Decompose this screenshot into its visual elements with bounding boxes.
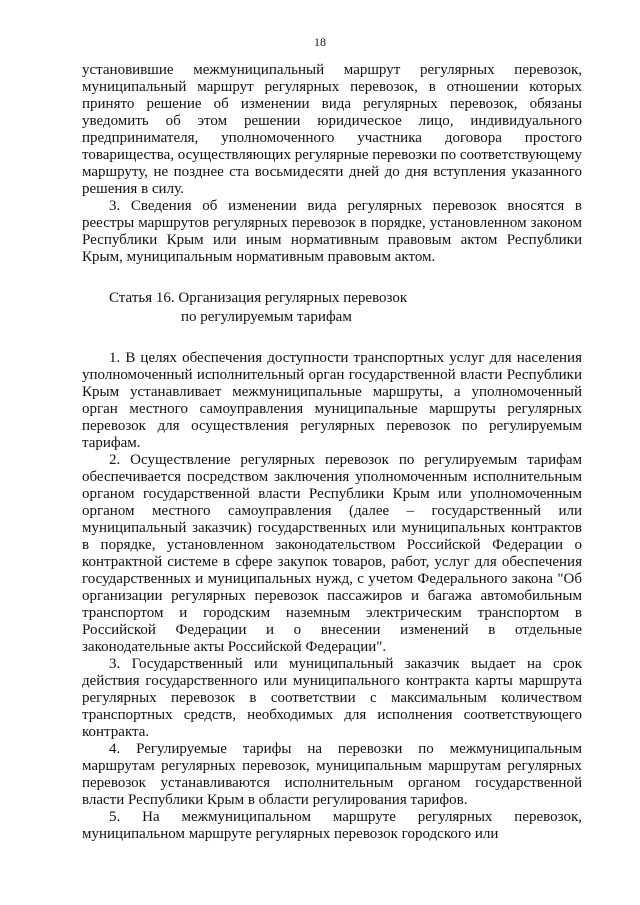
article-title-line1: Статья 16. Организация регулярных перевозок: [109, 290, 408, 306]
article-16-paragraph-3: 3. Государственный или муниципальный заказчик выдает на срок действия государственного или муниципального контракта карты маршрута регулярных перевозок в соответствии с максимальным количеством транспортных средств, необходимых для исполнения соответствующего контракта.: [82, 656, 582, 740]
document-body: [82, 62, 582, 843]
article-title-line2: по регулируемым тарифам: [181, 309, 352, 325]
article-16-heading: [109, 289, 582, 327]
paragraph-3: 3. Сведения об изменении вида регулярных перевозок вносятся в реестры маршрутов регулярных перевозок в порядке, установленном законом Республики Крым или иным нормативным правовым актом Республики Крым, муниципальным нормативным правовым актом.: [82, 198, 582, 265]
page-number: 18: [314, 35, 326, 49]
article-16-paragraph-1: 1. В целях обеспечения доступности транспортных услуг для населения уполномоченный исполнительный орган государственной власти Республики Крым устанавливает межмуниципальные маршруты, а уполномоченный орган местного самоуправления муниципальные маршруты регулярных перевозок для осуществления регулярных перевозок по регулируемым тарифам.: [82, 350, 582, 451]
article-16-paragraph-2: 2. Осуществление регулярных перевозок по регулируемым тарифам обеспечивается посредством заключения уполномоченным исполнительным органом государственной власти Республики Крым или уполномоченным органом местного самоуправления (далее – государственный или муниципальный заказчик) государственных или муниципальных контрактов в порядке, установленном законодательством Российской Федерации о контрактной системе в сфере закупок товаров, работ, услуг для обеспечения государственных и муниципальных нужд, с учетом Федерального закона "Об организации регулярных перевозок пассажиров и багажа автомобильным транспортом и городским наземным электрическим транспортом в Российской Федерации и о внесении изменений в отдельные законодательные акты Российской Федерации".: [82, 452, 582, 655]
article-16-paragraph-4: 4. Регулируемые тарифы на перевозки по межмуниципальным маршрутам регулярных перевозок, муниципальным маршрутам регулярных перевозок устанавливаются исполнительным органом государственной власти Республики Крым в области регулирования тарифов.: [82, 741, 582, 808]
paragraph-continuation: установившие межмуниципальный маршрут регулярных перевозок, муниципальный маршрут регулярных перевозок, в отношении которых принято решение об изменении вида регулярных перевозок, обязаны уведомить об этом решении юридическое лицо, индивидуального предпринимателя, уполномоченного участника договора простого товарищества, осуществляющих регулярные перевозки по соответствующему маршруту, не позднее ста восьмидесяти дней до дня вступления указанного решения в силу.: [82, 62, 582, 197]
article-16-paragraph-5: 5. На межмуниципальном маршруте регулярных перевозок, муниципальном маршруте регулярных перевозок городского или: [82, 809, 582, 842]
